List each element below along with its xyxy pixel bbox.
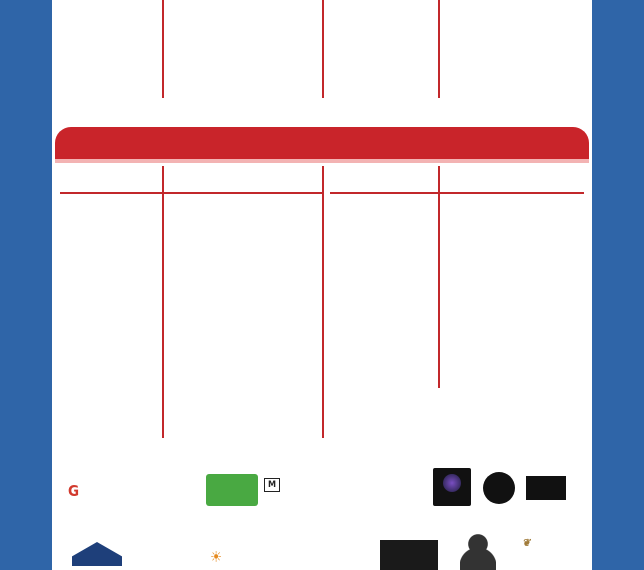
divider-main-right: [438, 166, 440, 388]
right-time-header: [330, 168, 438, 192]
schedule-sheet: [52, 0, 592, 570]
divider-top-left: [162, 0, 164, 98]
header-underline-left: [60, 192, 322, 194]
marvaldo-logo: [380, 540, 438, 570]
divider-top-center: [322, 0, 324, 98]
studio-logo: [433, 468, 471, 506]
section-title-banner: [55, 127, 589, 159]
left-stage-header: [164, 168, 322, 192]
bluesol-logo: ☀: [210, 548, 223, 566]
divider-top-right: [438, 0, 440, 98]
acadoras-logo: ❦: [522, 538, 531, 549]
cartao-de-todos-logo: [206, 474, 258, 506]
golsat-logo: G: [68, 482, 80, 500]
header-underline-right: [330, 192, 584, 194]
left-time-header: [60, 168, 162, 192]
portrait-logo: [460, 530, 496, 570]
divider-main-left: [162, 166, 164, 438]
divider-main-center: [322, 166, 324, 438]
mantovani-logo: M: [264, 478, 280, 492]
mob-logo: [483, 472, 515, 504]
right-stage-header: [440, 168, 584, 192]
diamond-logo: [72, 542, 122, 566]
aig-logo: [526, 476, 566, 500]
